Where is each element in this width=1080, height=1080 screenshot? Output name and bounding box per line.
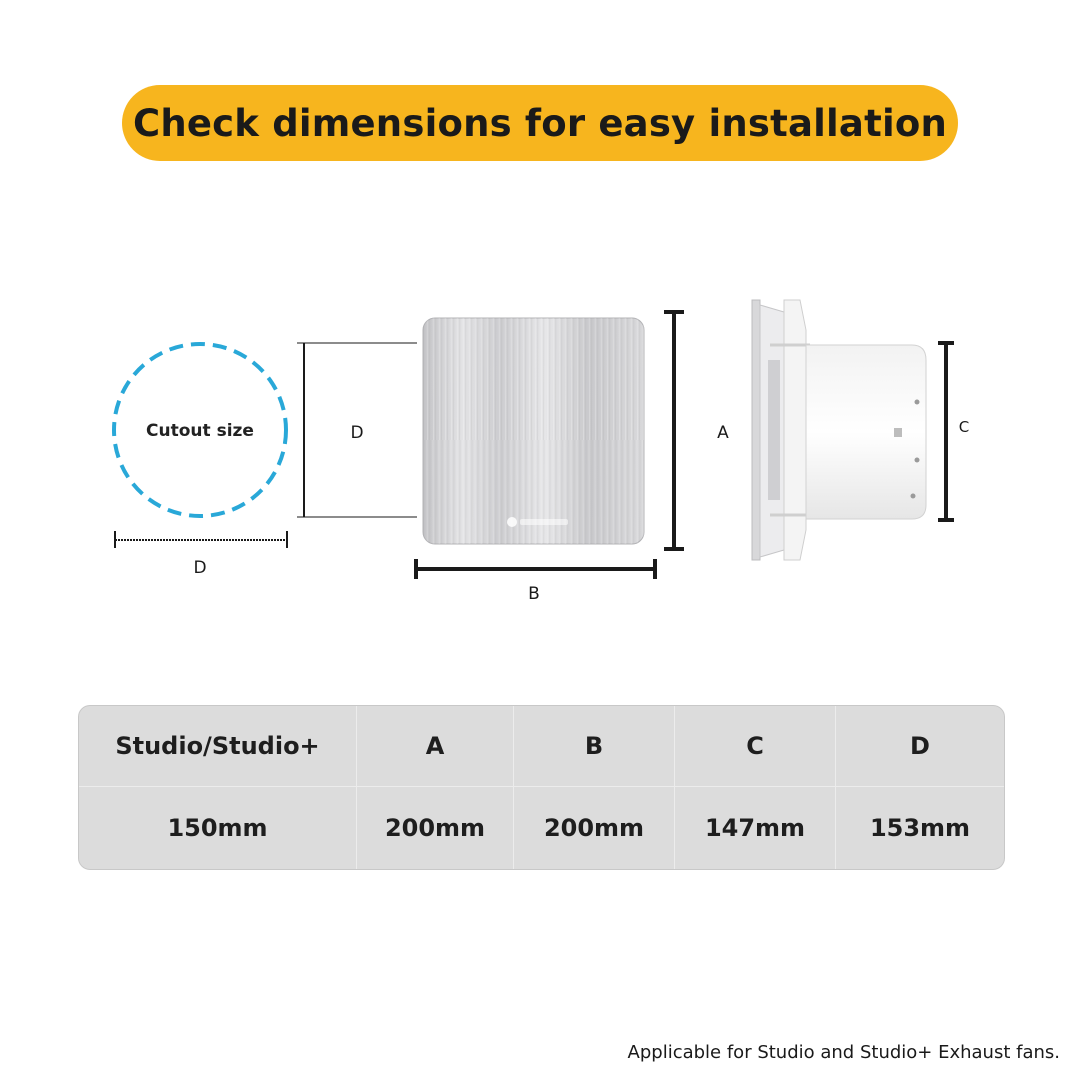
cutout-width-label: D xyxy=(193,558,207,578)
front-view xyxy=(416,312,729,604)
screw-icon xyxy=(911,494,916,499)
cutout-height-label: D xyxy=(350,423,364,443)
front-height-label: A xyxy=(717,423,729,443)
front-width-label: B xyxy=(528,584,540,604)
table-header-cell: Studio/Studio+ xyxy=(79,706,357,787)
screw-icon xyxy=(915,458,920,463)
front-width-dimension xyxy=(416,559,655,579)
side-plate-edge xyxy=(752,300,760,560)
side-depth-dimension xyxy=(938,343,954,520)
table-value-cell: 147mm xyxy=(675,787,836,869)
cutout-size-label: Cutout size xyxy=(146,421,254,441)
brushed-texture xyxy=(423,318,644,544)
side-depth-label: C xyxy=(958,418,970,436)
cutout-view xyxy=(114,343,417,578)
side-bracket xyxy=(784,300,806,560)
side-view xyxy=(752,300,969,560)
table-value-cell: 150mm xyxy=(79,787,357,869)
dimensions-table xyxy=(78,705,1005,870)
table-header-cell: C xyxy=(675,706,836,787)
table-value-cell: 153mm xyxy=(869,814,971,842)
page-title: Check dimensions for easy installation xyxy=(132,101,948,145)
table-header-cell: D xyxy=(836,706,1004,787)
table-value-cell: 200mm xyxy=(357,787,514,869)
front-height-dimension xyxy=(664,312,684,549)
table-header-cell: A xyxy=(357,706,514,787)
brand-logo-mark xyxy=(520,519,568,525)
table-value-cell: 200mm xyxy=(514,787,675,869)
side-cylinder xyxy=(806,345,926,519)
table-header-cell: B xyxy=(514,706,675,787)
footnote: Applicable for Studio and Studio+ Exhaust fans. xyxy=(627,1042,1060,1063)
screw-icon xyxy=(915,400,920,405)
terminal-icon xyxy=(894,428,902,437)
cutout-width-dimension xyxy=(115,531,287,548)
brand-logo-icon xyxy=(507,517,517,527)
